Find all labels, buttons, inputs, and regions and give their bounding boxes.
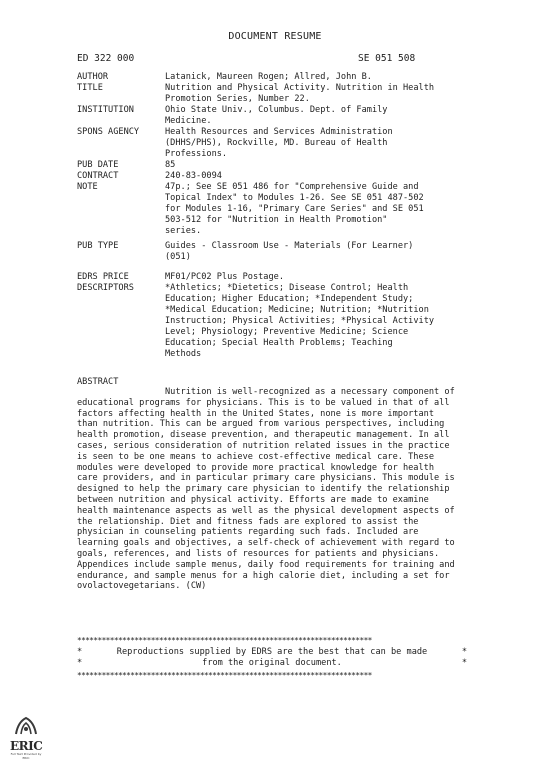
abstract-text: Nutrition is well-recognized as a necessary component of educational programs for physicians. This is to be valued in that of all factors affecting health in the United States, none is more important than nutrition. This can be argued from various perspectives, including health promotion, disease prevention, and therapeutic management. In all cases, serious consideration of nutrition related issues in the practice is seen to be one means to achieve cost-effective medical care. These modules were developed to provide more practical knowledge for health care providers, and in particular primary care physicians. This module is designed to help the primary care physician to identify the relationship between nutrition and physical activity. Efforts are made to examine health maintenance aspects as well as the physical development aspects of the relationship. Diet and fitness fads are explored to assist the physician in counseling patients regarding such fads. Included are learning goals and objectives, a self-check of achievement with regard to goals, references, and lists of resources for patients and physicians. Appendices include sample menus, daily food requirements for training and endurance, and sample menus for a high calorie diet, including a set for ovolactovegetarians. (CW) [77,387,455,592]
metadata-fields [77,72,477,360]
se-number: SE 051 508 [358,53,416,64]
eric-logo [10,714,43,760]
field-title [77,83,477,105]
field-value: MF01/PC02 Plus Postage. [165,272,284,282]
star-edge-left: * [77,647,83,657]
field-value: *Athletics; *Dietetics; Disease Control; Health Education; Higher Education; *Independent Study; *Medical Education; Medicine; Nutrition; *Nutrition Instruction; Physical Activities; *Physical Activity Level; Physiology; Preventive Medicine; Science Education; Special Health Problems; Teaching Methods [165,283,435,359]
star-edge-left: * [77,658,83,668]
field-value: 85 [165,160,176,170]
field-value: Health Resources and Services Administration (DHHS/PHS), Rockville, MD. Bureau of Health Professions. [165,127,393,159]
eric-logo-subtext: Full Text Provided by ERIC [10,752,42,760]
field-label: PUB DATE [77,160,119,170]
field-note [77,182,477,237]
star-edge-right: * [461,658,467,668]
reproduction-text-2: from the original document. [202,658,342,668]
field-descriptors [77,283,477,360]
field-label: EDRS PRICE [77,272,129,282]
field-label: SPONS AGENCY [77,127,140,137]
field-spons-agency [77,127,477,160]
field-edrs-price [77,272,477,283]
star-border-top: ************************************************************************ [77,636,372,645]
field-institution [77,105,477,127]
eric-logo-text: ERIC [10,739,43,753]
ed-number: ED 322 000 [77,53,135,64]
field-label: INSTITUTION [77,105,134,115]
field-contract [77,171,477,182]
field-value: Latanick, Maureen Rogen; Allred, John B. [165,72,372,82]
field-value: Ohio State Univ., Columbus. Dept. of Family Medicine. [165,105,388,126]
field-label: NOTE [77,182,98,192]
eric-emblem-icon [12,714,40,736]
field-author [77,72,477,83]
star-edge-right: * [461,647,467,657]
field-value: 47p.; See SE 051 486 for "Comprehensive Guide and Topical Index" to Modules 1-26. See SE 051 487-502 for Modules 1-16, "Primary Care Series" and SE 051 503-512 for "Nutrition in Health Promotion" series. [165,182,424,236]
field-value: Nutrition and Physical Activity. Nutrition in Health Promotion Series, Number 22. [165,83,435,104]
field-value: 240-83-0094 [165,171,222,181]
star-border-bottom: ************************************************************************ [77,671,372,680]
field-label: CONTRACT [77,171,119,181]
field-label: TITLE [77,83,103,93]
reproduction-text-1: Reproductions supplied by EDRS are the best that can be made [116,647,428,657]
field-pub-type [77,241,477,263]
document-title: DOCUMENT RESUME [228,31,322,42]
field-pub-date [77,160,477,171]
field-label: PUB TYPE [77,241,119,251]
field-label: DESCRIPTORS [77,283,134,293]
field-value: Guides - Classroom Use - Materials (For Learner) (051) [165,241,414,262]
field-label: AUTHOR [77,72,109,82]
abstract-label: ABSTRACT [77,377,119,387]
